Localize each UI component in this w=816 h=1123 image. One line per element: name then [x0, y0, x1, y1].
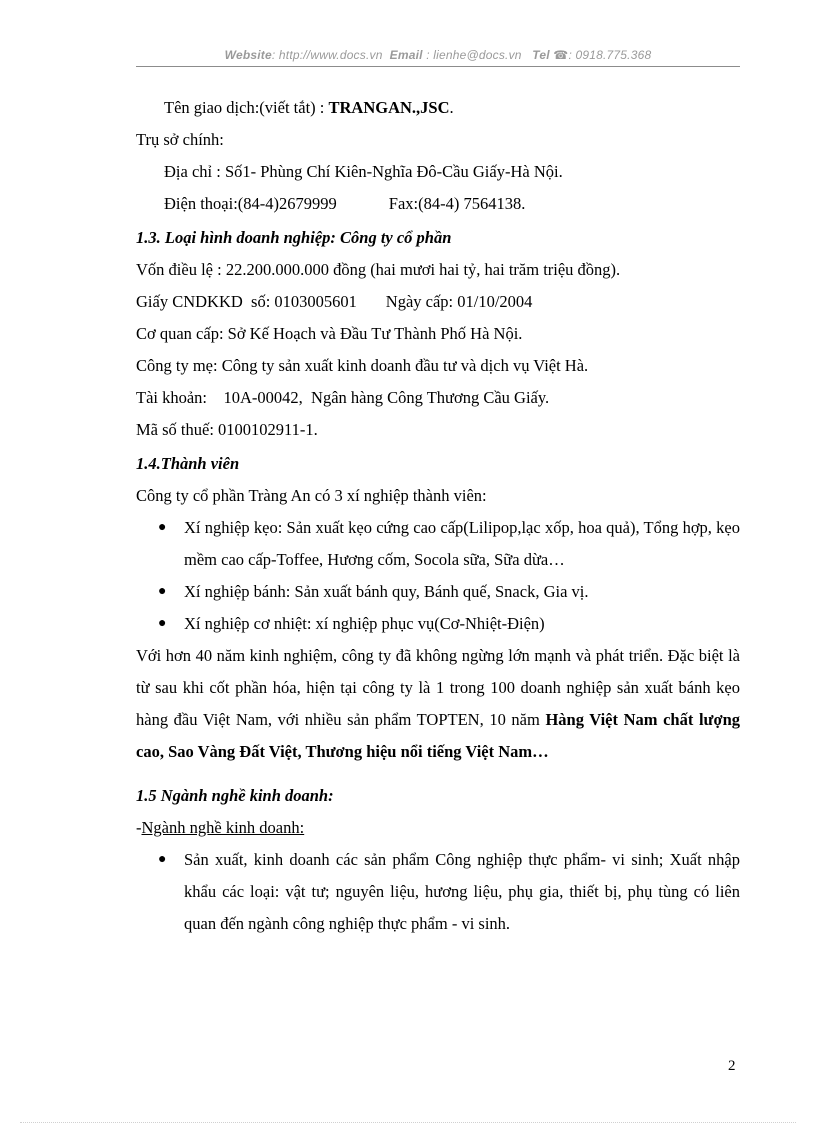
hq-label: Trụ sở chính: [136, 130, 224, 149]
section-1-3-heading: 1.3. Loại hình doanh nghiệp: Công ty cổ phần [136, 228, 452, 247]
section-1-5-heading: 1.5 Ngành nghề kinh doanh: [136, 786, 334, 805]
header-divider [136, 66, 740, 67]
email-value: : lienhe@docs.vn [422, 48, 522, 62]
business-subheading: -Ngành nghề kinh doanh: [136, 818, 305, 837]
company-history-paragraph: Với hơn 40 năm kinh nghiệm, công ty đã không ngừng lớn mạnh và phát triển. Đặc biệt là từ sau khi cốt phần hóa, hiện tại công ty là 1 trong 100 doanh nghiệp sản xuất bánh kẹo hàng đầu Việt Nam, với nhiều sản phẩm TOPTEN, 10 năm Hàng Việt Nam chất lượng cao, Sao Vàng Đất Việt, Thương hiệu nổi tiếng Việt Nam… [136, 646, 741, 761]
phone-text: Điện thoại:(84-4)2679999 [164, 194, 337, 213]
business-list [136, 844, 740, 940]
page-number: 2 [728, 1058, 736, 1074]
members-intro: Công ty cổ phần Tràng An có 3 xí nghiệp thành viên: [136, 486, 487, 505]
document-body [136, 92, 740, 940]
bullet-icon: ● [158, 852, 167, 867]
website-label: Website [224, 48, 272, 62]
info-line: Giấy CNDKKD số: 0103005601 Ngày cấp: 01/10/2004 [136, 292, 533, 311]
awards-text: Hàng Việt Nam chất lượng cao, Sao Vàng Đất Việt, Thương hiệu nổi tiếng Việt Nam… [136, 710, 741, 761]
email-label: Email [389, 48, 423, 62]
phone-fax-line [136, 188, 740, 220]
info-line: Vốn điều lệ : 22.200.000.000 đồng (hai mươi hai tỷ, hai trăm triệu đồng). [136, 260, 621, 279]
bullet-icon: ● [158, 616, 167, 631]
page-header [136, 48, 740, 66]
list-item: ● Xí nghiệp kẹo: Sản xuất kẹo cứng cao cấp(Lilipop,lạc xốp, hoa quả), Tổng hợp, kẹo mềm cao cấp-Toffee, Hương cốm, Socola sữa, Sữa dừa… [136, 512, 740, 576]
list-item: ● Xí nghiệp cơ nhiệt: xí nghiệp phục vụ(Cơ-Nhiệt-Điện) [136, 608, 740, 640]
address-line: Địa chỉ : Số1- Phùng Chí Kiên-Nghĩa Đô-Cầu Giấy-Hà Nội. [164, 162, 563, 181]
short-name: TRANGAN.,JSC [328, 98, 450, 117]
section-1-4-heading: 1.4.Thành viên [136, 454, 240, 473]
info-line: Cơ quan cấp: Sở Kế Hoạch và Đầu Tư Thành Phố Hà Nội. [136, 324, 523, 343]
fax-text: Fax:(84-4) 7564138. [388, 194, 526, 213]
phone-icon: ☎ [553, 48, 569, 62]
members-list [136, 512, 740, 640]
short-name-line: Tên giao dịch:(viết tắt) : TRANGAN.,JSC. [164, 98, 454, 117]
tel-label: Tel [532, 48, 550, 62]
list-item: ● Xí nghiệp bánh: Sản xuất bánh quy, Bánh quế, Snack, Gia vị. [136, 576, 740, 608]
bullet-icon: ● [158, 520, 167, 535]
info-line: Tài khoản: 10A-00042, Ngân hàng Công Thương Cầu Giấy. [136, 388, 550, 407]
tel-value: : 0918.775.368 [568, 48, 652, 62]
info-line: Mã số thuế: 0100102911-1. [136, 420, 318, 439]
list-item: ● Sản xuất, kinh doanh các sản phẩm Công nghiệp thực phẩm- vi sinh; Xuất nhập khẩu các loại: vật tư; nguyên liệu, hương liệu, phụ gia, thiết bị, phụ tùng có liên quan đến ngành công nghiệp thực phẩm - vi sinh. [136, 844, 740, 940]
info-line: Công ty mẹ: Công ty sản xuất kinh doanh đầu tư và dịch vụ Việt Hà. [136, 356, 589, 375]
website-value: : http://www.docs.vn [271, 48, 383, 62]
bullet-icon: ● [158, 584, 167, 599]
